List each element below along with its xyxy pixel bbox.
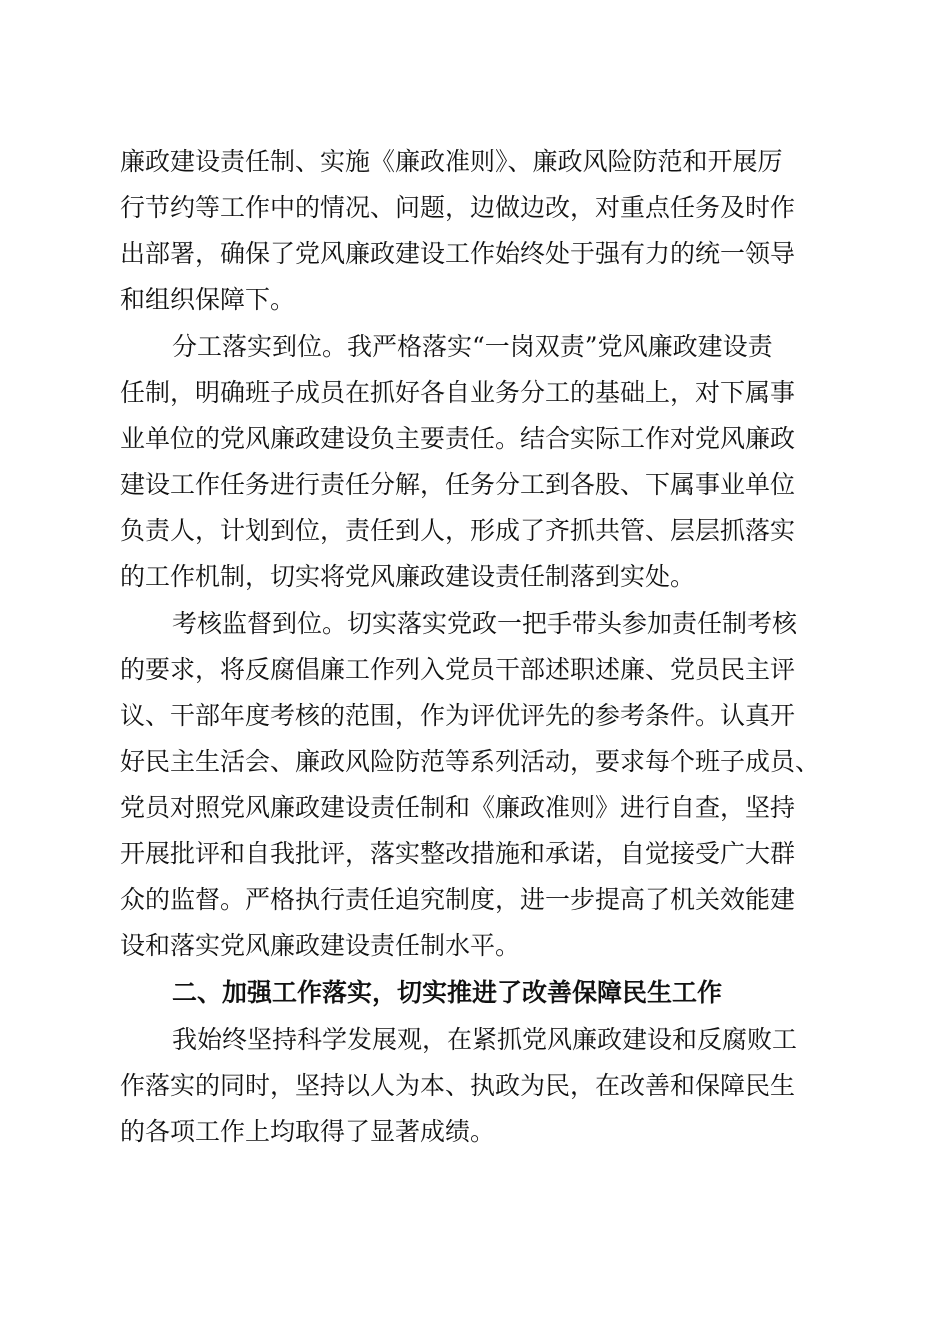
text-line: 开展批评和自我批评，落实整改措施和承诺，自觉接受广大群 xyxy=(120,839,796,868)
document-page xyxy=(120,139,832,1156)
text-line: 议、干部年度考核的范围，作为评优评先的参考条件。认真开 xyxy=(120,701,796,730)
text-line: 设和落实党风廉政建设责任制水平。 xyxy=(120,931,521,960)
text-line: 出部署，确保了党风廉政建设工作始终处于强有力的统一领导 xyxy=(120,239,796,268)
section-heading-2 xyxy=(120,970,832,1016)
text-line: 业单位的党风廉政建设负主要责任。结合实际工作对党风廉政 xyxy=(120,424,796,453)
text-line: 的各项工作上均取得了显著成绩。 xyxy=(120,1117,496,1146)
text-line: 和组织保障下。 xyxy=(120,285,296,314)
text-line: 廉政建设责任制、实施《廉政准则》、廉政风险防范和开展厉 xyxy=(120,147,783,176)
text-line: 行节约等工作中的情况、问题，边做边改，对重点任务及时作 xyxy=(120,193,796,222)
text-line: 的要求，将反腐倡廉工作列入党员干部述职述廉、党员民主评 xyxy=(120,655,796,684)
text-line: 分工落实到位。我严格落实“一岗双责”党风廉政建设责 xyxy=(172,332,773,361)
text-line: 我始终坚持科学发展观，在紧抓党风廉政建设和反腐败工 xyxy=(172,1025,798,1054)
paragraph-continued xyxy=(120,139,832,323)
text-line: 的工作机制，切实将党风廉政建设责任制落到实处。 xyxy=(120,562,696,591)
text-line: 考核监督到位。切实落实党政一把手带头参加责任制考核 xyxy=(172,609,798,638)
text-line: 好民主生活会、廉政风险防范等系列活动，要求每个班子成员、 xyxy=(120,747,821,776)
paragraph-assessment-supervision xyxy=(120,601,832,969)
paragraph-division-of-labor xyxy=(120,324,832,600)
section-heading-text: 二、加强工作落实，切实推进了改善保障民生工作 xyxy=(172,978,723,1007)
text-line: 任制，明确班子成员在抓好各自业务分工的基础上，对下属事 xyxy=(120,378,796,407)
paragraph-livelihood xyxy=(120,1017,832,1155)
text-line: 众的监督。严格执行责任追究制度，进一步提高了机关效能建 xyxy=(120,885,796,914)
text-line: 负责人，计划到位，责任到人，形成了齐抓共管、层层抓落实 xyxy=(120,516,796,545)
text-line: 建设工作任务进行责任分解，任务分工到各股、下属事业单位 xyxy=(120,470,796,499)
text-line: 作落实的同时，坚持以人为本、执政为民，在改善和保障民生 xyxy=(120,1071,796,1100)
text-line: 党员对照党风廉政建设责任制和《廉政准则》进行自查，坚持 xyxy=(120,793,796,822)
